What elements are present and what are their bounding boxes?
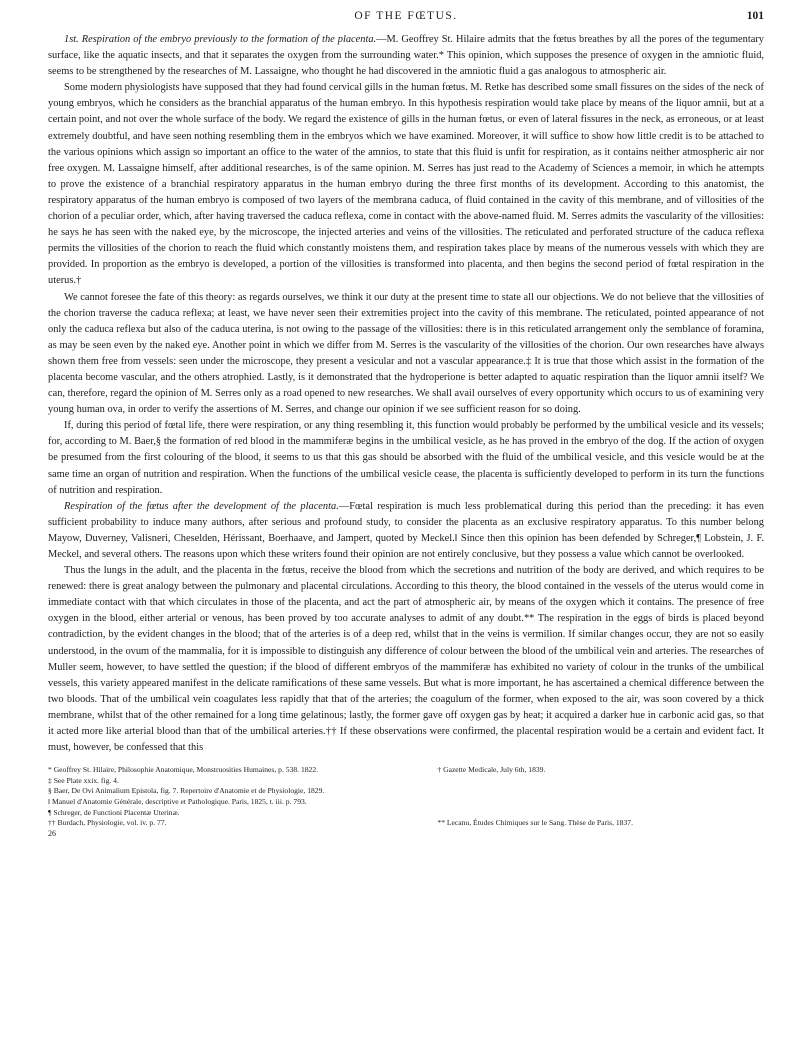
footnotes-right-column [431,765,764,839]
footnote: ¶ Schreger, de Functioni Placentæ Uterinæ. [48,807,180,817]
paragraph-text: Thus the lungs in the adult, and the placenta in the fœtus, receive the blood from which the secretions and nutrition of the body are derived, and which requires to be renewed: there is great analogy between the pulmonary and placental circulations. According to this theory, the blood contained in the vessels of the uterus would come in immediate contact with that which circulates in those of the placenta, and act the part of atmospheric air, by means of the oxygen which it contains. The presence of free oxygen in the blood, either arterial or venous, has been proved by too accurate analyses to admit of any doubt.** The respiration in the eggs of birds is placed beyond contradiction, by the evident changes in the blood; that of the arteries is of a deep red, whilst that in the veins is vermilion. If similar changes occur, they are not so easily understood, in the ovum of the mammalia, for it is impossible to distinguish any difference of colour between the blood of the umbilical vein and arteries. The researches of Muller seem, however, to have settled the question; if the blood of different embryos of the mammiferæ has exhibited no variety of colour in the trunks of the umbilical vessels, this variety appeared manifest in the delicate ramifications of these same vessels. But what is more important, he has ascertained a chemical difference between the two bloods. That of the umbilical vein coagulates less rapidly that that of the arteries; the coagulum of the former, when exposed to the air, was soon covered by a thick membrane, whilst that of the other remained for a long time gelatinous; lastly, the former gave off oxygen gas by heat; it acquired a darker hue in carbonic acid gas, so that it acted more like arterial blood than that of the umbilical arteries.†† If these observations were confirmed, the placental respiration would be a certain and evident fact. It must, however, be confessed that this [48,565,764,754]
footnote: § Baer, De Ovi Animalium Epistola, fig. 7. Repertoire d'Anatomie et de Physiologie, 1829. [48,786,325,796]
paragraph [48,290,764,419]
paragraph-text: If, during this period of fœtal life, there were respiration, or any thing resembling it, this function would probably be performed by the umbilical vesicle and its vessels; for, according to M. Baer,§ the formation of red blood in the mammiferæ begins in the umbilical vesicle, as he has proved in the embryo of the dog. If the action of oxygen be presumed from the first colouring of the blood, it seems to us that this gas should be absorbed with the fluid of the umbilical vesicle, and this vesicle would be at the same time an organ of nutrition and respiration. When the functions of the umbilical vesicle cease, the placenta is sufficiently developed to perform in its turn the functions of nutrition and respiration. [48,420,764,496]
footnote: ‖ Manuel d'Anatomie Générale, descriptive et Pathologique. Paris, 1825, t. iii. p. 793. [48,797,307,806]
footnote: †† Burdach, Physiologie, vol. iv. p. 77. [48,818,167,828]
running-head [48,10,764,30]
paragraph-text: —Fœtal respiration is much less problematical during this period than the preceding: it has even sufficient probability to induce many authors, after serious and profound study, to consider the placenta as an exclusive respiratory apparatus. To this number belong Mayow, Duverney, Valisneri, Cheselden, Hérissant, Boerhaave, and Jampert, quoted by Meckel.‖ Since then this opinion has been defended by Schreger,¶ Lobstein, J. F. Meckel, and several others. The reasons upon which these writers found their opinion are not entirely conclusive, but they possess a value which cannot be overlooked. [48,500,764,560]
section-heading: 1st. Respiration of the embryo previously to the formation of the placenta. [64,34,377,45]
signature-mark: 26 [48,828,56,838]
body-text [48,32,764,756]
footnotes [48,765,764,839]
paragraph [48,418,764,498]
footnotes-left-column [48,765,431,839]
paragraph [48,563,764,756]
footnote: † Gazette Medicale, July 6th, 1839. [437,765,546,775]
footnote: * Geoffrey St. Hilaire, Philosophie Anatomique, Monstruosities Humaines, p. 538. 1822. [48,765,319,775]
paragraph [48,80,764,289]
footnote: ‡ See Plate xxix. fig. 4. [48,775,119,785]
paragraph [48,32,764,80]
footnote: ** Lecanu, Études Chimiques sur le Sang. Thèse de Paris, 1837. [437,817,633,827]
paragraph-text: —M. Geoffrey St. Hilaire admits that the fœtus breathes by all the pores of the tegumentary surface, like the aquatic insects, and that it separates the oxygen from the surrounding water.* This opinion, which supposes the presence of oxygen in the amniotic fluid, seems to be strengthened by the researches of M. Lassaigne, who thought he had discovered in the amniotic fluid a gas analogous to atmospheric air. [48,34,765,78]
paragraph-text: Some modern physiologists have supposed that they had found cervical gills in the human fœtus. M. Retke has described some small fissures on the sides of the neck of young embryos, which he considers as the branchial apparatus of the human embryo. In this hypothesis respiration would take place by means of the liquor amnii, but at a certain point, and not over the whole surface of the body. We regard the existence of gills in the human fœtus, or even of lateral fissures in the neck, as erroneous, or at least extremely doubtful, and have seen nothing resembling them in the embryos which we have examined. Moreover, it will suffice to show how little credit is to be attached to the various opinions which assign so important an office to the water of the amnios, to state that this fluid is unfit for respiration, as it contains neither atmospheric air nor free oxygen. M. Lassaigne himself, after additional researches, is of the same opinion. M. Serres has just read to the Academy of Sciences a memoir, in which he attempts to prove the existence of a branchial respiratory apparatus in the human embryo during the three first months of its development. According to this anatomist, the respiratory apparatus of the human embryo is composed of two layers of the membrana caduca, of fluid contained in the cavity of this membrane, and of villosities of the chorion of a peculiar order, which, after having traversed the caduca reflexa, come in contact with the above-named fluid. M. Serres admits the vascularity of the villosities: he says he has seen with the naked eye, by the microscope, the injected arteries and veins of the villosities. The reticulated and perforated structure of the caduca reflexa permits the villosities of the chorion to reach the fluid which constantly moistens them, and respiration takes place by means of the numerous vessels with which they are provided. In proportion as the embryo is developed, a portion of the villosities is transformed into placenta, and then begins the second period of fœtal respiration in the uterus.† [48,82,764,287]
section-heading: Respiration of the fœtus after the development of the placenta. [64,500,339,512]
paragraph-text: We cannot foresee the fate of this theory: as regards ourselves, we think it our duty at the present time to state all our objections. We do not believe that the villosities of the chorion traverse the caduca reflexa; at least, we have never seen their extremities project into the cavity of this membrane. The reticulated, pointed appearance of not only the caduca reflexa but also of the caduca uterina, is not owing to the passage of the villosities: there is in this reticulated arrangement only the semblance of foramina, as may be seen even by the naked eye. Another point in which we differ from M. Serres is the vascularity of the villosities of the chorion. Our own researches have always shown them free from vessels: seen under the microscope, they present a vesicular and not a vascular appearance.‡ It is true that those which assist in the formation of the placenta become vascular, and the others atrophied. Lastly, is it demonstrated that the hydroperione is better adapted to aquatic respiration than the liquor amnii itself? We can, therefore, regard the opinion of M. Serres only as a road opened to new researches. We shall avail ourselves of every opportunity which occurs to us of examining very young human ova, in order to verify the assertions of M. Serres, and change our opinion if we see sufficient reason for so doing. [48,291,764,416]
page-number: 101 [746,10,764,22]
paragraph [48,499,764,563]
running-head-title: OF THE FŒTUS. [354,10,458,22]
